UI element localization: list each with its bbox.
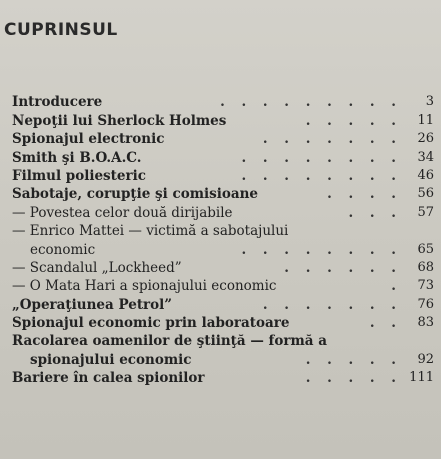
toc-entry-page: 46 xyxy=(417,167,434,183)
toc-entry-page: 3 xyxy=(425,94,434,110)
toc-entry-page: 34 xyxy=(417,149,434,165)
toc-dot-leader: . . . . . . . . xyxy=(241,241,402,258)
toc-entry-title: — Povestea celor două dirijabile xyxy=(12,204,233,221)
toc-entry-title: — O Mata Hari a spionajului economic xyxy=(12,278,277,295)
toc-entry-title: Spionajul economic prin laboratoare xyxy=(12,315,290,332)
toc-entry-title: — Scandalul „Lockheed” xyxy=(12,259,182,276)
toc-dot-leader: . . . . . . . . . xyxy=(220,94,402,111)
toc-dot-leader: . . . . . xyxy=(305,112,402,129)
toc-entry-page: 92 xyxy=(417,351,434,367)
toc-entry-title: Spionajul electronic xyxy=(12,131,165,148)
table-of-contents xyxy=(12,93,434,387)
toc-entry-page: 73 xyxy=(417,278,434,294)
toc-subentry xyxy=(12,259,434,277)
toc-entry-title: economic xyxy=(30,241,96,258)
toc-entry-title: Sabotaje, corupţie şi comisioane xyxy=(12,186,258,203)
toc-entry xyxy=(12,148,434,166)
toc-subentry xyxy=(12,277,434,295)
toc-entry xyxy=(12,130,434,148)
toc-entry xyxy=(12,314,434,332)
toc-entry xyxy=(12,167,434,185)
toc-entry-page: 111 xyxy=(409,370,434,386)
toc-dot-leader: . . . . . xyxy=(305,370,402,387)
toc-subentry xyxy=(12,222,434,240)
toc-dot-leader: . . . . . . . . xyxy=(241,167,402,184)
toc-dot-leader: . . xyxy=(369,315,402,332)
toc-dot-leader: . . . . . . . . xyxy=(241,149,402,166)
toc-dot-leader: . . . . . . xyxy=(284,259,402,276)
toc-dot-leader: . . . . . . . xyxy=(262,296,402,313)
toc-entry-page: 57 xyxy=(417,204,434,220)
toc-entry-title: Racolarea oamenilor de ştiinţă — formă a xyxy=(12,333,327,350)
toc-entry-page: 68 xyxy=(417,259,434,275)
toc-dot-leader: . . . . xyxy=(327,186,402,203)
toc-entry-page: 83 xyxy=(417,315,434,331)
toc-entry-title: Bariere în calea spionilor xyxy=(12,370,205,387)
toc-entry-title: — Enrico Mattei — victimă a sabotajului xyxy=(12,223,289,240)
toc-entry-title: Smith şi B.O.A.C. xyxy=(12,149,142,166)
toc-dot-leader: . xyxy=(391,278,402,295)
toc-entry xyxy=(12,369,434,387)
toc-entry xyxy=(12,111,434,129)
toc-entry-page: 26 xyxy=(417,131,434,147)
toc-entry xyxy=(12,332,434,350)
toc-subentry-continuation xyxy=(12,240,434,258)
page-heading: CUPRINSUL xyxy=(4,20,118,40)
toc-dot-leader: . . . xyxy=(348,204,402,221)
toc-entry-title: Introducere xyxy=(12,94,103,111)
toc-entry-title: „Operaţiunea Petrol” xyxy=(12,296,173,313)
toc-entry xyxy=(12,93,434,111)
toc-entry-continuation xyxy=(12,350,434,368)
toc-entry xyxy=(12,295,434,313)
toc-dot-leader: . . . . . xyxy=(305,351,402,368)
toc-entry-title: spionajului economic xyxy=(30,351,192,368)
toc-entry-page: 11 xyxy=(417,112,434,128)
toc-subentry xyxy=(12,203,434,221)
toc-entry-title: Nepoţii lui Sherlock Holmes xyxy=(12,112,227,129)
toc-entry xyxy=(12,185,434,203)
toc-entry-page: 56 xyxy=(417,186,434,202)
toc-entry-title: Filmul poliesteric xyxy=(12,167,146,184)
toc-dot-leader: . . . . . . . xyxy=(262,131,402,148)
toc-entry-page: 65 xyxy=(417,241,434,257)
toc-entry-page: 76 xyxy=(417,296,434,312)
